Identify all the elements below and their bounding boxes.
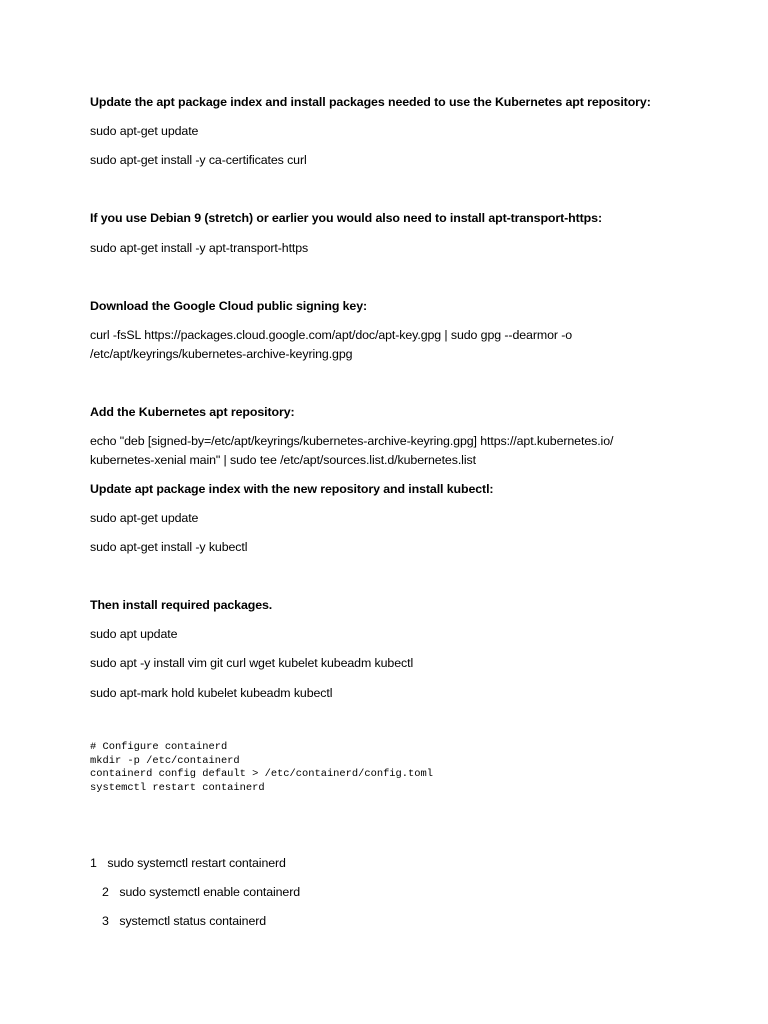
section-heading-required-packages: Then install required packages. xyxy=(90,598,273,612)
section-heading-apt-repo: Add the Kubernetes apt repository: xyxy=(90,405,295,419)
list-item xyxy=(102,913,266,929)
command-line: sudo apt-get update xyxy=(90,124,199,138)
command-line: sudo apt -y install vim git curl wget kubelet kubeadm kubectl xyxy=(90,656,414,670)
command-line-continued: /etc/apt/keyrings/kubernetes-archive-keyring.gpg xyxy=(90,347,353,361)
command-line: sudo apt-get install -y ca-certificates curl xyxy=(90,153,307,167)
code-line: # Configure containerd xyxy=(90,741,228,753)
command-line: sudo apt-get install -y apt-transport-https xyxy=(90,241,309,255)
list-item-number: 2 xyxy=(102,885,109,899)
section-heading-signing-key: Download the Google Cloud public signing key: xyxy=(90,299,368,313)
command-line: sudo apt-get update xyxy=(90,511,199,525)
command-line-continued: kubernetes-xenial main" | sudo tee /etc/apt/sources.list.d/kubernetes.list xyxy=(90,453,476,467)
list-item-text: systemctl status containerd xyxy=(119,914,267,928)
code-line: systemctl restart containerd xyxy=(90,781,265,794)
list-item-number: 1 xyxy=(90,856,97,870)
command-line: sudo apt-get install -y kubectl xyxy=(90,540,248,554)
command-line: sudo apt update xyxy=(90,627,178,641)
section-heading-kubectl: Update apt package index with the new repository and install kubectl: xyxy=(90,482,494,496)
list-item-text: sudo systemctl enable containerd xyxy=(119,885,301,899)
list-item-text: sudo systemctl restart containerd xyxy=(107,856,286,870)
code-line: containerd config default > /etc/containerd/config.toml xyxy=(90,768,433,780)
section-heading-debian: If you use Debian 9 (stretch) or earlier you would also need to install apt-transport-https: xyxy=(90,211,602,225)
list-item xyxy=(90,855,286,871)
command-line: curl -fsSL https://packages.cloud.google.com/apt/doc/apt-key.gpg | sudo gpg --dearmor -o xyxy=(90,328,573,342)
command-line: sudo apt-mark hold kubelet kubeadm kubectl xyxy=(90,686,333,700)
list-item xyxy=(102,884,300,900)
section-heading-apt-index: Update the apt package index and install packages needed to use the Kubernetes apt repository: xyxy=(90,95,651,109)
command-line: echo "deb [signed-by=/etc/apt/keyrings/kubernetes-archive-keyring.gpg] https://apt.kubernetes.io/ xyxy=(90,434,614,448)
list-item-number: 3 xyxy=(102,914,109,928)
code-line: mkdir -p /etc/containerd xyxy=(90,754,240,767)
